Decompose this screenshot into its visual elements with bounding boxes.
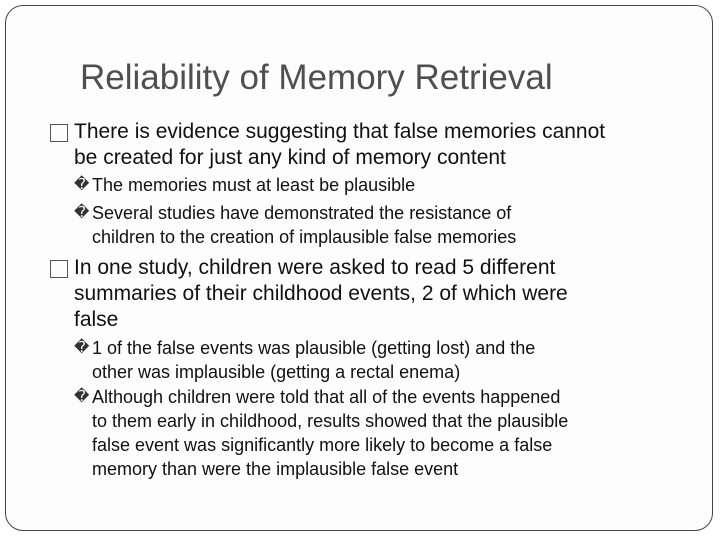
bullet-2-sub-1-line-2: other was implausible (getting a rectal enema)	[92, 362, 461, 382]
bullet-2-sub-2-line-1: Although children were told that all of the events happened	[92, 387, 561, 407]
square-bullet-icon	[50, 260, 68, 278]
bullet-1-sub-2-line-2: children to the creation of implausible false memories	[92, 227, 517, 247]
bullet-1-sub-2-line-1: Several studies have demonstrated the resistance of	[92, 203, 512, 223]
sub-bullet-icon: �	[74, 338, 90, 356]
bullet-2-sub-1-line-1: 1 of the false events was plausible (getting lost) and the	[92, 338, 536, 358]
sub-bullet-icon: �	[74, 175, 90, 193]
bullet-2-sub-2-line-3: false event was significantly more likely to become a false	[92, 435, 553, 455]
bullet-2-line-2: summaries of their childhood events, 2 of which were	[74, 282, 568, 305]
bullet-2-sub-2-line-4: memory than were the implausible false event	[92, 459, 459, 479]
bullet-2-sub-2-line-2: to them early in childhood, results showed that the plausible	[92, 411, 569, 431]
bullet-1-sub-1-line-1: The memories must at least be plausible	[92, 175, 416, 195]
bullet-2-line-3: false	[74, 308, 119, 331]
slide-title: Reliability of Memory Retrieval	[80, 58, 553, 97]
sub-bullet-icon: �	[74, 387, 90, 405]
sub-bullet-icon: �	[74, 203, 90, 221]
bullet-2-line-1: In one study, children were asked to read 5 different	[74, 256, 556, 279]
bullet-1-line-2: be created for just any kind of memory content	[74, 146, 506, 169]
square-bullet-icon	[50, 124, 68, 142]
bullet-1-line-1: There is evidence suggesting that false memories cannot	[74, 120, 606, 143]
